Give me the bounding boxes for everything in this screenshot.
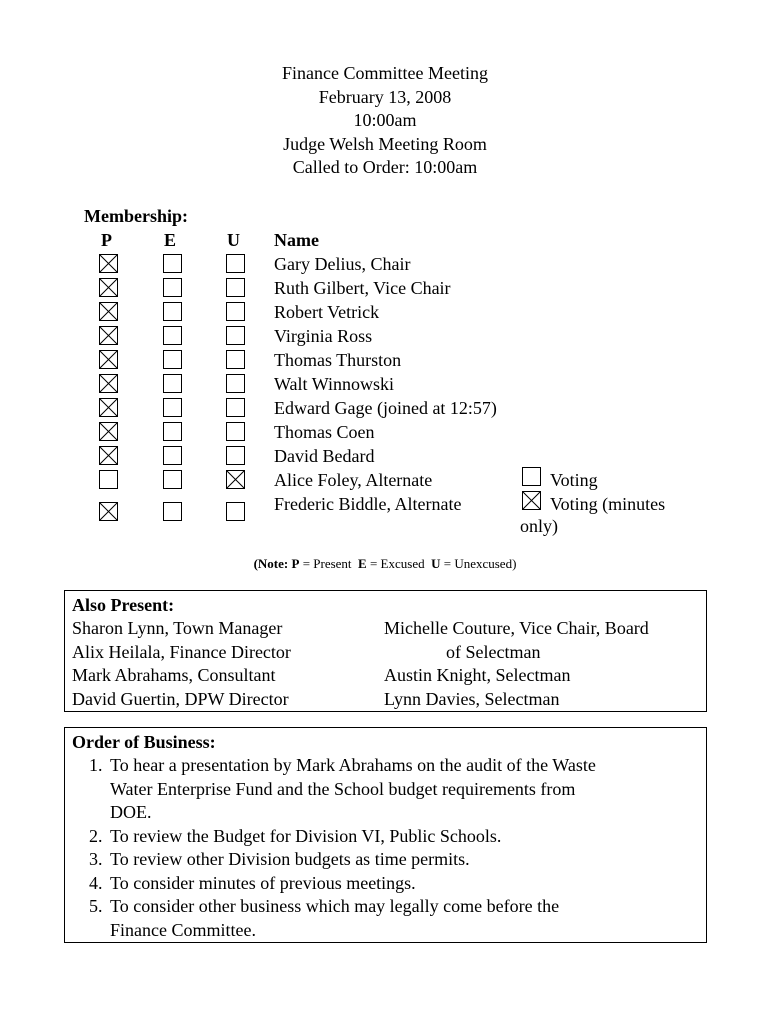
member-name: Ruth Gilbert, Vice Chair (274, 278, 451, 298)
member-name: Virginia Ross (274, 326, 373, 346)
meeting-title: Finance Committee Meeting (282, 63, 488, 83)
agenda-item-number: 2. (89, 825, 103, 846)
attendance-checkbox-excused[interactable] (163, 446, 182, 465)
member-name: Thomas Coen (274, 422, 375, 442)
agenda-item-text: DOE. (110, 802, 152, 822)
member-name: Walt Winnowski (274, 374, 394, 394)
voting-label: Voting (minutes (550, 494, 666, 514)
attendance-checkbox-excused[interactable] (163, 470, 182, 489)
membership-heading: Membership: (84, 206, 188, 226)
attendance-checkbox-excused[interactable] (163, 326, 182, 345)
member-name: Thomas Thurston (274, 350, 402, 370)
member-name: Edward Gage (joined at 12:57) (274, 398, 497, 418)
attendance-checkbox-unexcused[interactable] (226, 302, 245, 321)
attendee: Lynn Davies, Selectman (384, 688, 560, 709)
order-of-business-heading: Order of Business: (72, 732, 216, 752)
attendance-legend-note: (Note: P = Present E = Excused U = Unexcused) (253, 556, 517, 571)
column-header-unexcused: U (227, 230, 240, 250)
attendee: of Selectman (446, 641, 541, 662)
voting-label-continued: only) (520, 516, 558, 536)
agenda-item (65, 754, 705, 825)
attendance-checkbox-present[interactable] (99, 254, 118, 273)
attendance-checkbox-present[interactable] (99, 326, 118, 345)
attendance-checkbox-unexcused[interactable] (226, 470, 245, 489)
attendance-checkbox-present[interactable] (99, 446, 118, 465)
attendee: David Guertin, DPW Director (72, 688, 289, 709)
called-to-order: Called to Order: 10:00am (292, 157, 478, 178)
attendance-checkbox-present[interactable] (99, 374, 118, 393)
order-of-business-list (65, 754, 705, 942)
attendance-checkbox-unexcused[interactable] (226, 446, 245, 465)
agenda-item (65, 895, 705, 942)
attendance-checkbox-present[interactable] (99, 422, 118, 441)
also-present-box (64, 590, 707, 712)
attendance-checkbox-present[interactable] (99, 398, 118, 417)
attendee: Alix Heilala, Finance Director (72, 641, 291, 662)
attendance-checkbox-unexcused[interactable] (226, 254, 245, 273)
column-header-present: P (101, 230, 112, 250)
meeting-location: Judge Welsh Meeting Room (283, 133, 487, 154)
attendance-checkbox-present[interactable] (99, 302, 118, 321)
attendance-checkbox-excused[interactable] (163, 350, 182, 369)
agenda-item-number: 3. (89, 849, 103, 869)
agenda-item-text: Finance Committee. (110, 919, 256, 940)
member-name: David Bedard (274, 446, 375, 466)
agenda-item-number: 4. (89, 872, 103, 893)
column-header-excused: E (164, 230, 177, 250)
column-header-name: Name (274, 230, 319, 250)
attendance-checkbox-present[interactable] (99, 470, 118, 489)
agenda-item-text: To hear a presentation by Mark Abrahams on the audit of the Waste (110, 755, 596, 775)
attendance-checkbox-excused[interactable] (163, 502, 182, 521)
agenda-item-text: Water Enterprise Fund and the School budget requirements from (110, 778, 576, 799)
attendance-checkbox-unexcused[interactable] (226, 398, 245, 417)
also-present-right-column (384, 617, 649, 711)
attendance-checkbox-present[interactable] (99, 278, 118, 297)
voting-checkbox[interactable] (522, 467, 541, 486)
also-present-left-column (72, 617, 291, 711)
voting-checkbox[interactable] (522, 491, 541, 510)
order-of-business-box (64, 727, 707, 943)
attendance-checkbox-excused[interactable] (163, 374, 182, 393)
attendance-checkbox-unexcused[interactable] (226, 502, 245, 521)
attendance-checkbox-excused[interactable] (163, 302, 182, 321)
attendance-checkbox-excused[interactable] (163, 422, 182, 441)
attendance-checkbox-unexcused[interactable] (226, 326, 245, 345)
attendance-checkbox-unexcused[interactable] (226, 278, 245, 297)
attendee: Sharon Lynn, Town Manager (72, 618, 283, 638)
meeting-header (0, 62, 770, 180)
attendance-checkbox-unexcused[interactable] (226, 374, 245, 393)
meeting-date: February 13, 2008 (318, 86, 452, 107)
agenda-item-number: 1. (89, 755, 103, 775)
agenda-item-text: To review the Budget for Division VI, Public Schools. (110, 825, 502, 846)
attendance-checkbox-present[interactable] (99, 502, 118, 521)
member-name: Gary Delius, Chair (274, 254, 411, 274)
agenda-item (65, 848, 705, 872)
also-present-heading: Also Present: (72, 595, 175, 615)
agenda-item-number: 5. (89, 896, 103, 916)
meeting-time: 10:00am (353, 110, 417, 131)
attendee: Michelle Couture, Vice Chair, Board (384, 618, 649, 638)
agenda-item (65, 825, 705, 849)
attendance-checkbox-excused[interactable] (163, 398, 182, 417)
attendee: Mark Abrahams, Consultant (72, 665, 276, 685)
agenda-item (65, 872, 705, 896)
member-name: Robert Vetrick (274, 302, 380, 322)
agenda-item-text: To consider other business which may legally come before the (110, 896, 560, 916)
attendance-checkbox-present[interactable] (99, 350, 118, 369)
attendance-checkbox-excused[interactable] (163, 278, 182, 297)
voting-label: Voting (550, 470, 598, 490)
attendance-checkbox-unexcused[interactable] (226, 422, 245, 441)
agenda-item-text: To consider minutes of previous meetings. (110, 872, 416, 893)
attendee: Austin Knight, Selectman (384, 665, 571, 685)
attendance-checkbox-excused[interactable] (163, 254, 182, 273)
member-name: Alice Foley, Alternate (274, 470, 433, 490)
attendance-checkbox-unexcused[interactable] (226, 350, 245, 369)
agenda-item-text: To review other Division budgets as time permits. (110, 849, 470, 869)
member-name: Frederic Biddle, Alternate (274, 494, 462, 514)
